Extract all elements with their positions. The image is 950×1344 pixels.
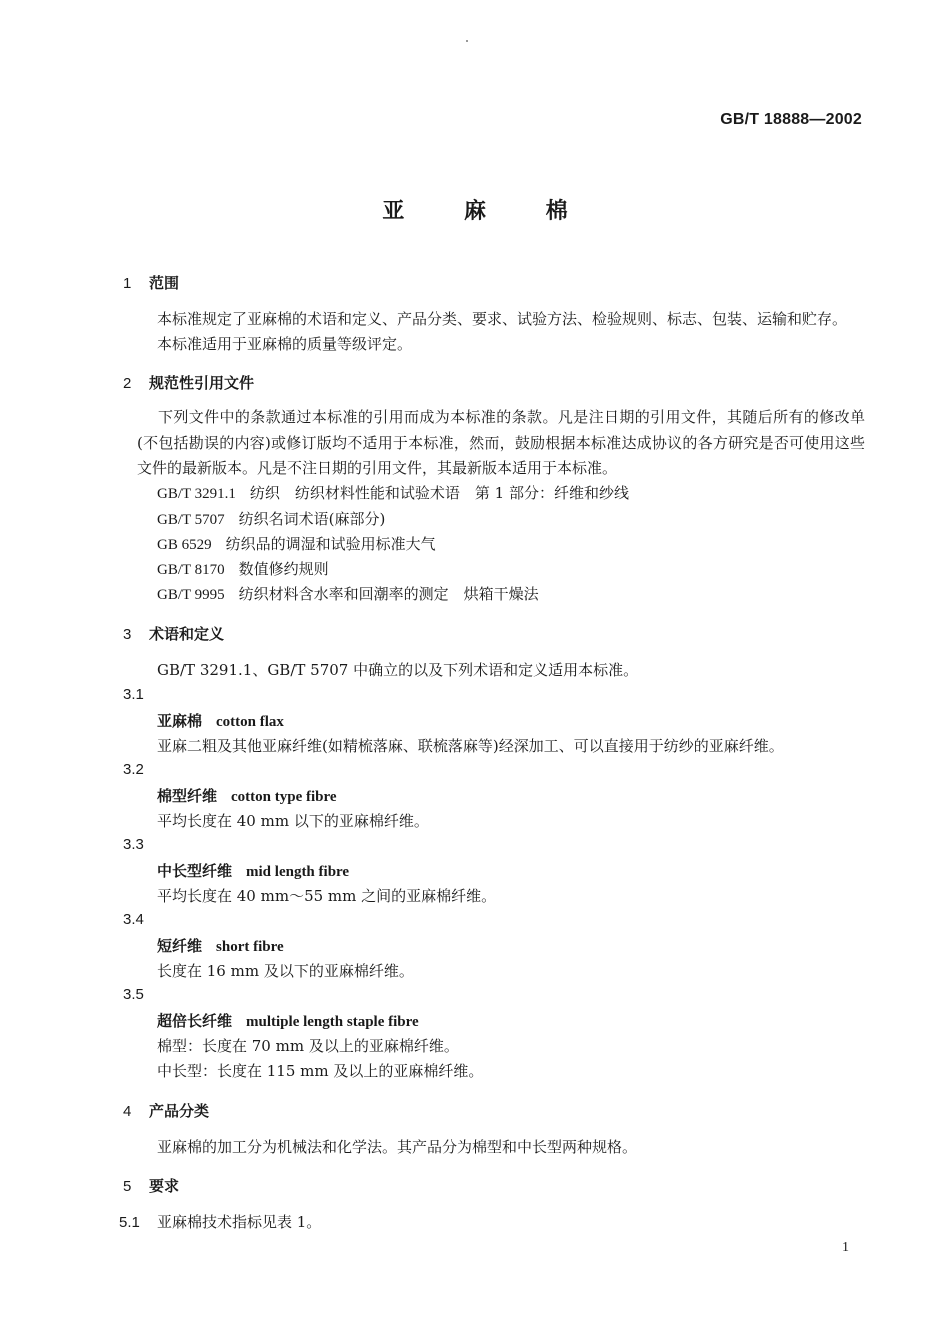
term-heading — [157, 785, 337, 806]
section-number: 1 — [123, 275, 132, 292]
section-2-heading — [123, 372, 254, 393]
term-definition: 平均长度在 40 mm 以下的亚麻棉纤维。 — [157, 812, 429, 830]
term-zh: 超倍长纤维 — [157, 1012, 233, 1030]
term-heading — [157, 935, 284, 956]
clause-text: 亚麻棉技术指标见表 1。 — [157, 1213, 322, 1231]
section-5-heading — [123, 1175, 179, 1196]
reference-title: 纺织材料含水率和回潮率的测定 烘箱干燥法 — [238, 585, 539, 603]
term-definition: 亚麻二粗及其他亚麻纤维(如精梳落麻、联梳落麻等)经深加工、可以直接用于纺纱的亚麻纤维。 — [157, 737, 784, 755]
section-number: 5 — [123, 1178, 132, 1195]
term-zh: 短纤维 — [157, 937, 203, 955]
reference-item — [157, 482, 629, 503]
term-definition: 中长型：长度在 115 mm 及以上的亚麻棉纤维。 — [157, 1062, 484, 1080]
reference-title: 纺织名词术语(麻部分) — [238, 510, 386, 528]
section-number: 3 — [123, 626, 132, 643]
section-title: 规范性引用文件 — [149, 374, 255, 392]
term-zh: 中长型纤维 — [157, 862, 233, 880]
section-3-heading — [123, 623, 224, 644]
scan-speck — [466, 40, 468, 42]
reference-title: 纺织品的调湿和试验用标准大气 — [225, 535, 436, 553]
term-heading — [157, 1010, 419, 1031]
section-3-intro: GB/T 3291.1、GB/T 5707 中确立的以及下列术语和定义适用本标准。 — [157, 661, 639, 679]
term-number: 3.5 — [123, 986, 144, 1003]
term-en: multiple length staple fibre — [246, 1014, 419, 1030]
term-zh: 棉型纤维 — [157, 787, 218, 805]
reference-item — [157, 558, 329, 579]
reference-title: 数值修约规则 — [238, 560, 329, 578]
section-title: 术语和定义 — [149, 625, 225, 643]
section-number: 4 — [123, 1103, 132, 1120]
section-1-line-1: 本标准规定了亚麻棉的术语和定义、产品分类、要求、试验方法、检验规则、标志、包装、运输和贮存。 — [157, 310, 848, 328]
reference-code: GB/T 8170 — [157, 562, 225, 578]
term-en: cotton flax — [216, 714, 284, 730]
term-heading — [157, 860, 349, 881]
section-1-line-2: 本标准适用于亚麻棉的质量等级评定。 — [157, 335, 413, 353]
reference-title: 纺织 纺织材料性能和试验术语 第 1 部分：纤维和纱线 — [249, 484, 629, 502]
reference-code: GB 6529 — [157, 537, 212, 553]
reference-item — [157, 533, 436, 554]
section-4-text: 亚麻棉的加工分为机械法和化学法。其产品分为棉型和中长型两种规格。 — [157, 1138, 638, 1156]
term-definition: 平均长度在 40 mm～55 mm 之间的亚麻棉纤维。 — [157, 887, 497, 905]
term-number: 3.4 — [123, 911, 144, 928]
section-2-paragraph: 下列文件中的条款通过本标准的引用而成为本标准的条款。凡是注日期的引用文件，其随后所有的修改单(不包括勘误的内容)或修订版均不适用于本标准，然而，鼓励根据本标准达成协议的各方研究是否可使用这些文件的最新版本。凡是不注日期的引用文件，其最新版本适用于本标准。 — [137, 408, 865, 477]
reference-code: GB/T 9995 — [157, 587, 225, 603]
term-definition: 棉型：长度在 70 mm 及以上的亚麻棉纤维。 — [157, 1037, 459, 1055]
reference-code: GB/T 5707 — [157, 512, 225, 528]
standard-code: GB/T 18888—2002 — [720, 111, 862, 128]
clause-5-1 — [119, 1210, 321, 1235]
reference-code: GB/T 3291.1 — [157, 486, 236, 502]
term-en: short fibre — [216, 939, 284, 955]
section-number: 2 — [123, 375, 132, 392]
section-1-heading — [123, 272, 179, 293]
section-title: 要求 — [149, 1177, 180, 1195]
clause-number: 5.1 — [119, 1214, 140, 1231]
term-number: 3.1 — [123, 686, 144, 703]
section-title: 范围 — [149, 274, 180, 292]
term-zh: 亚麻棉 — [157, 712, 203, 730]
reference-item — [157, 583, 539, 604]
section-title: 产品分类 — [149, 1102, 210, 1120]
document-title: 亚 麻 棉 — [382, 199, 594, 224]
section-4-heading — [123, 1100, 209, 1121]
page-number: 1 — [842, 1240, 849, 1255]
term-number: 3.3 — [123, 836, 144, 853]
term-definition: 长度在 16 mm 及以下的亚麻棉纤维。 — [157, 962, 414, 980]
term-en: mid length fibre — [246, 864, 350, 880]
term-number: 3.2 — [123, 761, 144, 778]
reference-item — [157, 508, 385, 529]
term-en: cotton type fibre — [231, 789, 337, 805]
term-heading — [157, 710, 284, 731]
